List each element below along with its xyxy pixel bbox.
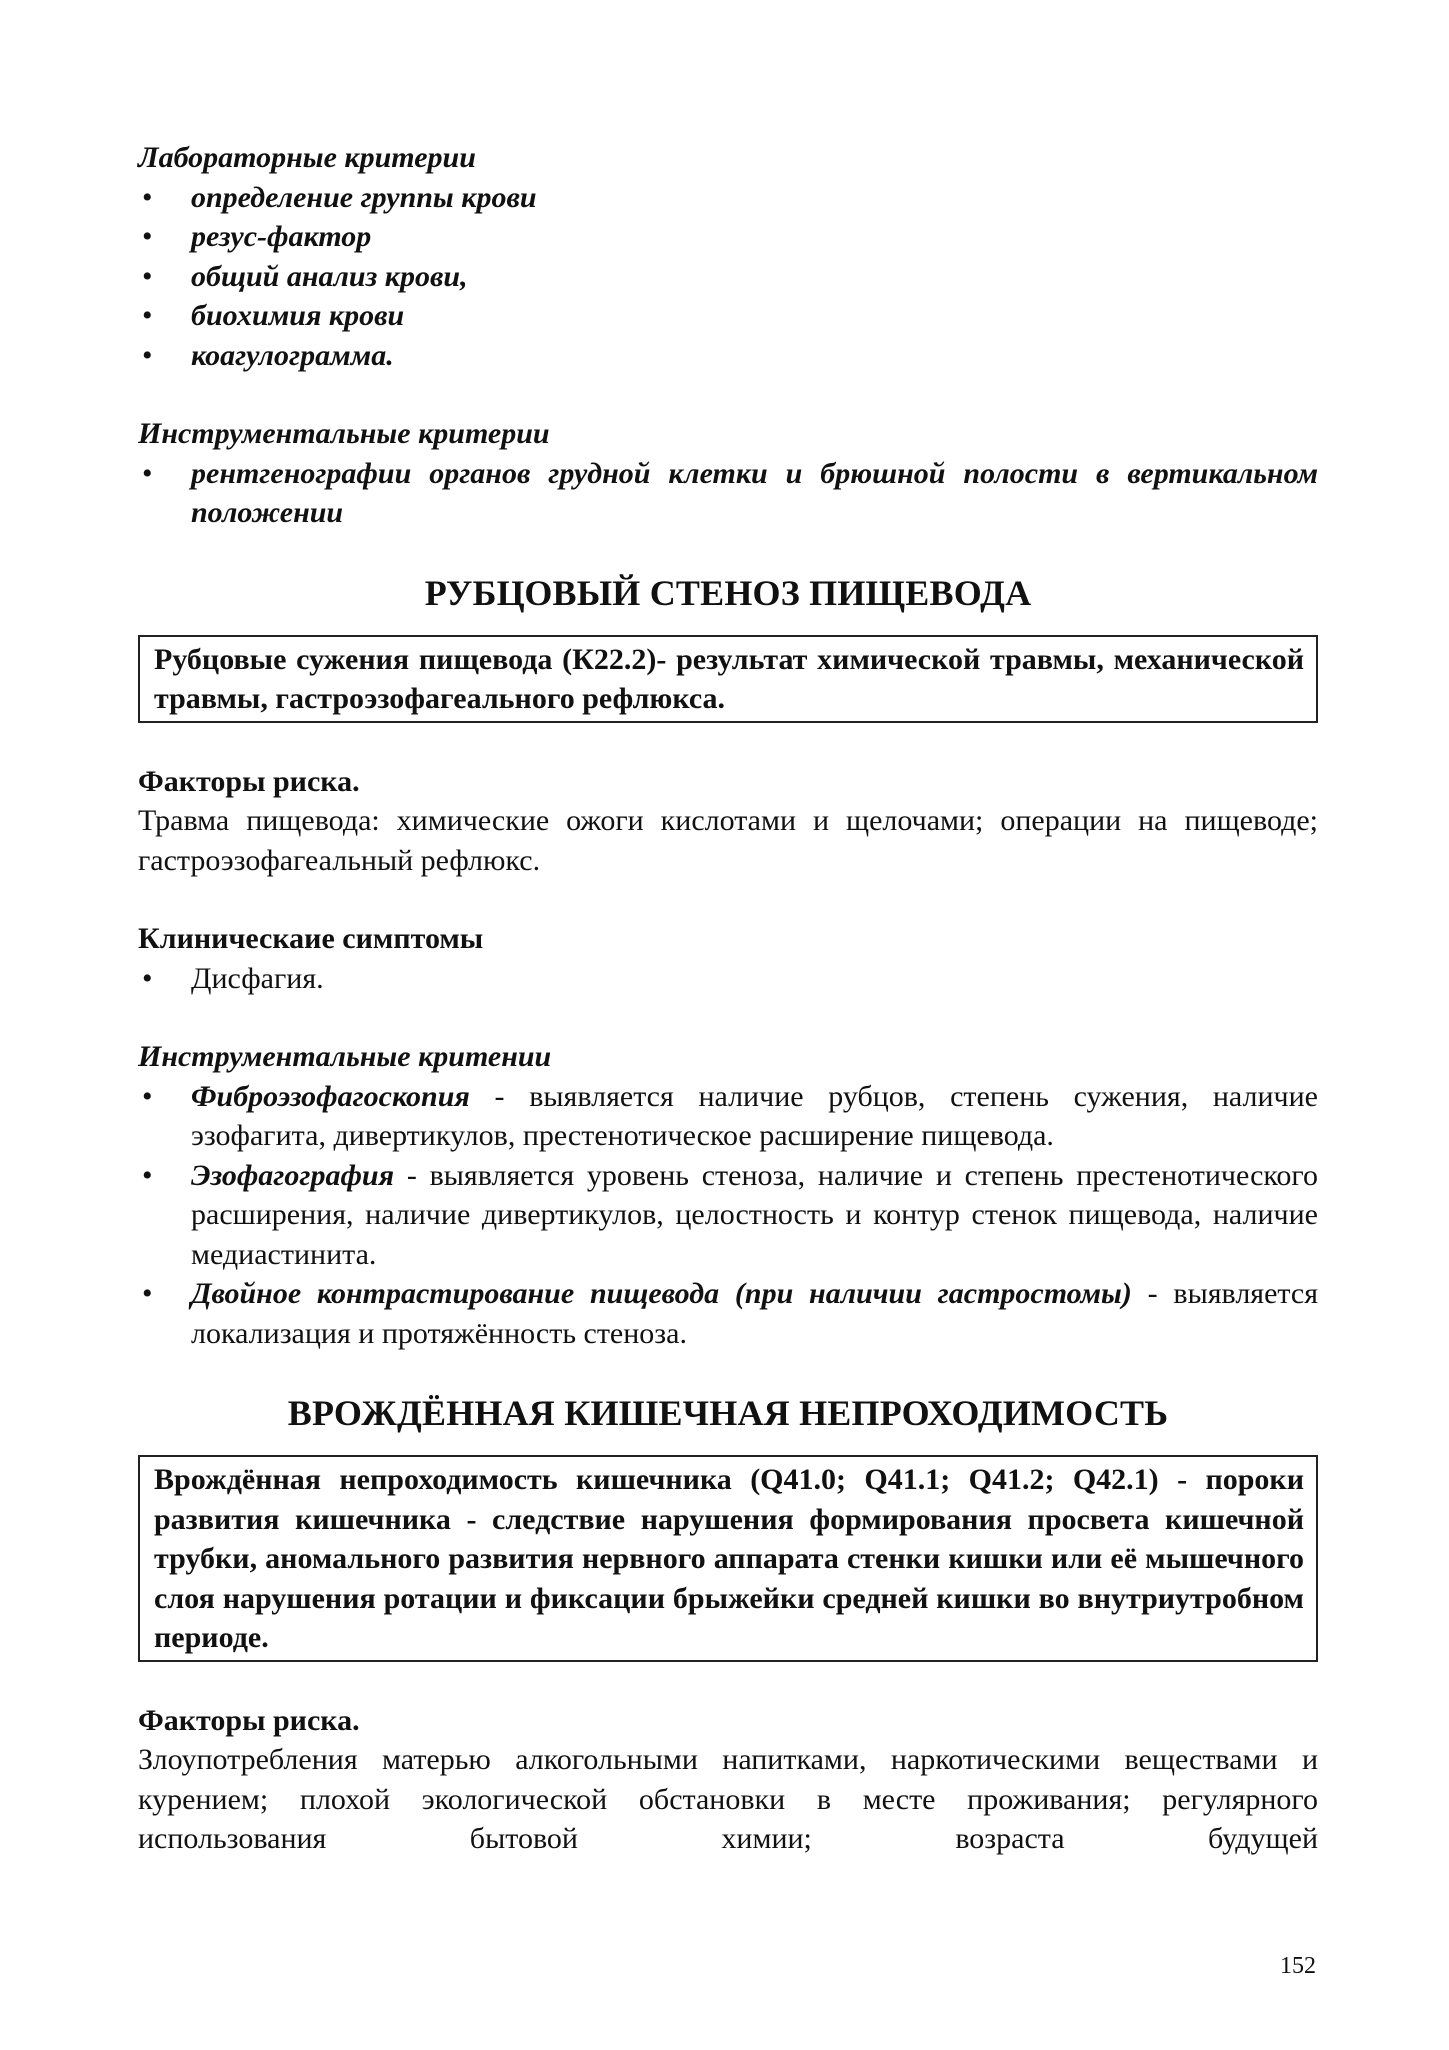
list-item <box>138 1156 1318 1275</box>
section-title-stenosis: РУБЦОВЫЙ СТЕНОЗ ПИЩЕВОДА <box>424 572 1032 613</box>
list-item <box>138 1077 1318 1156</box>
bullet-icon: • <box>142 456 153 490</box>
risk-factors-heading-2: Факторы риска. <box>138 1703 360 1737</box>
page-number: 152 <box>1280 1953 1316 1979</box>
risk-factors-text: Травма пищевода: химические ожоги кислотами и щелочами; операции на пищеводе; гастроэзофагеальный рефлюкс. <box>138 804 1318 877</box>
bullet-icon: • <box>142 299 153 332</box>
list-item: • коагулограмма. <box>138 336 1318 376</box>
lab-criteria-list <box>138 178 1318 376</box>
method-text: - выявляется наличие рубцов, степень сужения, наличие эзофагита, дивертикулов, престенотическое расширение пищевода. <box>191 1079 1318 1152</box>
document-page <box>138 138 1318 1859</box>
method-term: Двойное контрастирование пищевода (при наличии гастростомы) <box>191 1277 1132 1310</box>
bullet-icon: • <box>142 259 153 293</box>
method-term: Фиброэзофагоскопия <box>191 1079 470 1113</box>
clinical-symptoms-heading: Клиническаие симптомы <box>138 922 484 955</box>
risk-factors-heading: Факторы риска. <box>138 764 360 798</box>
list-item <box>138 1274 1318 1353</box>
definition-box-obstruction: Врождённая непроходимость кишечника (Q41.0; Q41.1; Q41.2; Q42.1) - пороки развития кишечника - следствие нарушения формирования просвета кишечной трубки, аномального развития нервного аппарата стенки кишки или её мышечного слоя нарушения ротации и фиксации брыжейки средней кишки во внутриутробном периоде. <box>138 1455 1318 1662</box>
list-item: • Дисфагия. <box>138 959 1318 999</box>
method-text: - выявляется локализация и протяжённость стеноза. <box>191 1277 1318 1350</box>
instrumental-criteria-heading-2: Инструментальные критении <box>138 1040 552 1073</box>
bullet-icon: • <box>142 220 153 253</box>
instrumental-criteria-heading: Инструментальные критерии <box>138 417 550 450</box>
instrumental-criteria-list <box>138 454 1318 533</box>
method-text: - выявляется уровень стеноза, наличие и степень престенотического расширения, наличие дивертикулов, целостность и контур стенок пищевода, наличие медиастинита. <box>191 1158 1318 1271</box>
section-title-obstruction: ВРОЖДЁННАЯ КИШЕЧНАЯ НЕПРОХОДИМОСТЬ <box>287 1393 1169 1433</box>
list-item: • биохимия крови <box>138 296 1318 336</box>
list-item: • общий анализ крови, <box>138 257 1318 297</box>
clinical-symptoms-list <box>138 959 1318 999</box>
list-item: • резус-фактор <box>138 217 1318 257</box>
risk-factors-text-2: Злоупотребления матерью алкогольными напитками, наркотическими веществами и курением; плохой экологической обстановки в месте проживания; регулярного использования бытовой химии; возраста будущей <box>138 1743 1318 1855</box>
bullet-icon: • <box>142 180 153 214</box>
bullet-icon: • <box>142 1277 153 1310</box>
bullet-icon: • <box>142 1158 153 1192</box>
list-item: • рентгенографии органов грудной клетки и брюшной полости в вертикальном положении <box>138 454 1318 533</box>
bullet-icon: • <box>142 338 153 372</box>
list-item: • определение группы крови <box>138 178 1318 218</box>
bullet-icon: • <box>142 961 153 995</box>
bullet-icon: • <box>142 1079 153 1113</box>
instrumental-methods-list <box>138 1077 1318 1354</box>
definition-box-stenosis: Рубцовые сужения пищевода (К22.2)- результат химической травмы, механической травмы, гастроэзофагеального рефлюкса. <box>138 635 1318 723</box>
method-term: Эзофагография <box>191 1158 395 1192</box>
lab-criteria-heading: Лабораторные критерии <box>138 141 476 174</box>
